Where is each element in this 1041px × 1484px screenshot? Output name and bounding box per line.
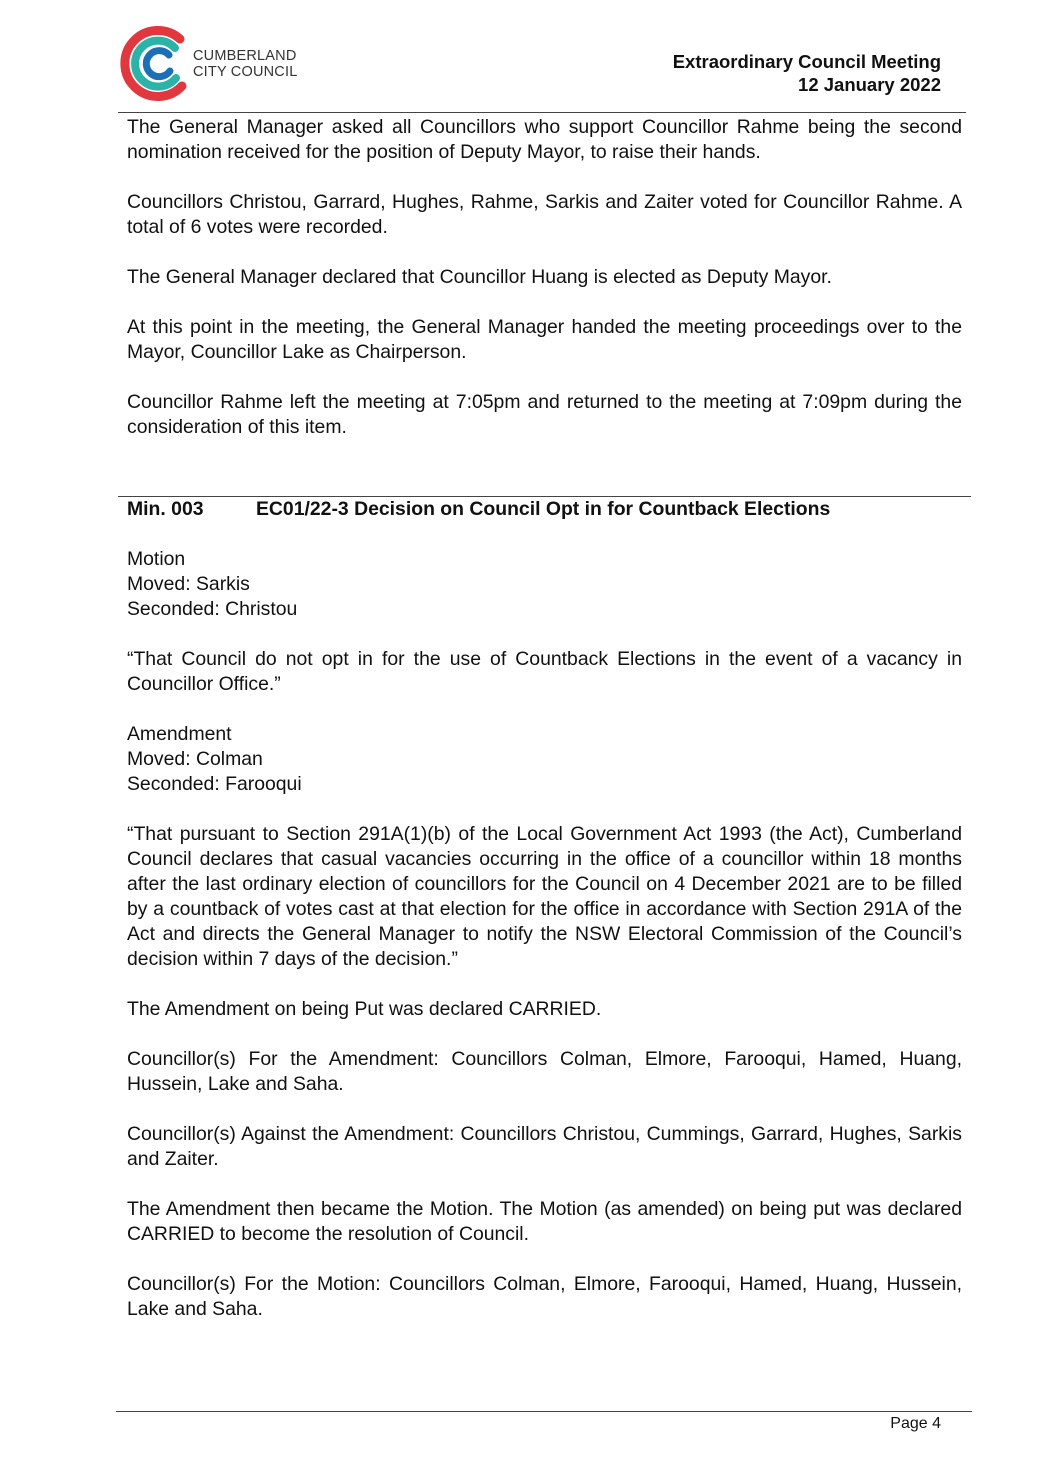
votes-against-amendment: Councillor(s) Against the Amendment: Councillors Christou, Cummings, Garrard, Hughes, Sarkis and Zaiter. <box>127 1123 962 1170</box>
motion-text: “That Council do not opt in for the use of Countback Elections in the event of a vacancy in Councillor Office.” <box>127 648 962 695</box>
page-number: Page 4 <box>890 1415 941 1432</box>
amendment-moved: Moved: Colman <box>127 748 263 770</box>
paragraph: The General Manager declared that Councillor Huang is elected as Deputy Mayor. <box>127 266 832 288</box>
council-logo <box>118 22 318 104</box>
paragraph: Councillors Christou, Garrard, Hughes, Rahme, Sarkis and Zaiter voted for Councillor Rahme. A total of 6 votes were recorded. <box>127 191 962 238</box>
amendment-text: “That pursuant to Section 291A(1)(b) of the Local Government Act 1993 (the Act), Cumberland Council declares that casual vacancies occurring in the office of a councillor within 18 months after the last ordinary election of councillors for the Council on 4 December 2021 are to be filled by a countback of votes cast at that election for the office in accordance with Section 291A of the Act and directs the General Manager to notify the NSW Electoral Commission of the Council’s decision within 7 days of the decision.” <box>127 823 962 970</box>
minute-heading <box>127 497 830 522</box>
meeting-date: 12 January 2022 <box>798 74 941 95</box>
votes-for-amendment: Councillor(s) For the Amendment: Councillors Colman, Elmore, Farooqui, Hamed, Huang, Hussein, Lake and Saha. <box>127 1048 962 1095</box>
motion-result: The Amendment then became the Motion. The Motion (as amended) on being put was declared CARRIED to become the resolution of Council. <box>127 1198 962 1245</box>
logo-wordmark <box>193 48 297 80</box>
motion-seconded: Seconded: Christou <box>127 598 298 620</box>
section-countback-elections <box>127 547 962 1322</box>
logo-line-1: CUMBERLAND <box>193 48 297 64</box>
footer-divider <box>116 1411 972 1412</box>
header-divider <box>118 112 966 113</box>
minute-number: Min. 003 <box>127 498 204 520</box>
section-deputy-mayor-election <box>127 115 962 440</box>
paragraph: Councillor Rahme left the meeting at 7:05pm and returned to the meeting at 7:09pm during the consideration of this item. <box>127 391 962 438</box>
meeting-header <box>673 50 941 96</box>
motion-moved: Moved: Sarkis <box>127 573 250 595</box>
meeting-title: Extraordinary Council Meeting <box>672 51 941 72</box>
votes-for-motion: Councillor(s) For the Motion: Councillors Colman, Elmore, Farooqui, Hamed, Huang, Hussein, Lake and Saha. <box>127 1273 962 1320</box>
amendment-result: The Amendment on being Put was declared CARRIED. <box>127 998 602 1020</box>
logo-line-2: CITY COUNCIL <box>193 64 298 80</box>
amendment-label: Amendment <box>127 723 232 745</box>
amendment-seconded: Seconded: Farooqui <box>127 773 302 795</box>
council-logo-icon <box>118 22 192 104</box>
paragraph: The General Manager asked all Councillors who support Councillor Rahme being the second nomination received for the position of Deputy Mayor, to raise their hands. <box>127 116 962 163</box>
minute-title: EC01/22-3 Decision on Council Opt in for Countback Elections <box>256 498 831 520</box>
motion-label: Motion <box>127 548 186 570</box>
paragraph: At this point in the meeting, the General Manager handed the meeting proceedings over to the Mayor, Councillor Lake as Chairperson. <box>127 316 962 363</box>
logo-ring-blue <box>146 51 170 77</box>
